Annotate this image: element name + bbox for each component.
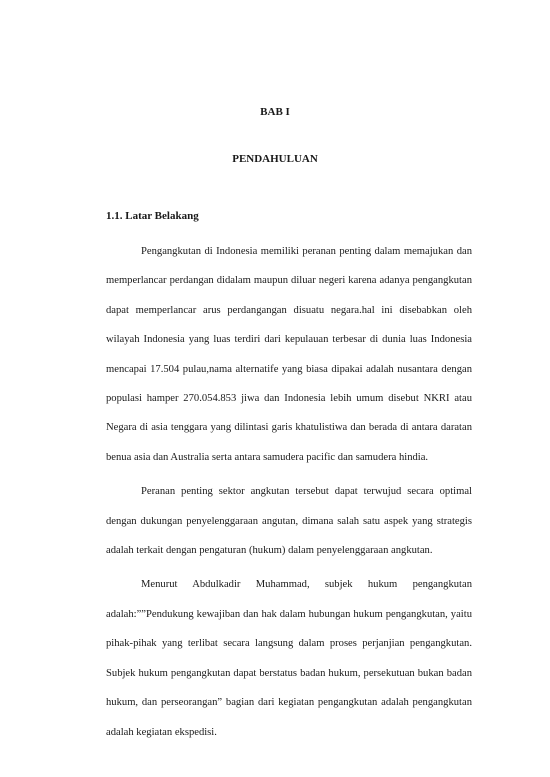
chapter-title: PENDAHULUAN <box>232 153 318 165</box>
paragraph: Menurut Abdulkadir Muhammad, subjek hukum pengangkutan adalah:””Pendukung kewajiban dan hak dalam hubungan hukum pengangkutan, yaitu pihak-pihak yang terlibat secara langsung dalam proses perjanjian pengangkutan. Subjek hukum pengangkutan dapat berstatus badan hukum, persekutuan bukan badan hukum, dan perseorangan” bagian dari kegiatan pengangkutan adalah pengangkutan adalah kegiatan ekspedisi. <box>106 579 472 738</box>
paragraph: Pengangkutan di Indonesia memiliki peranan penting dalam memajukan dan memperlancar perdangan didalam maupun diluar negeri karena adanya pengangkutan dapat memperlancar arus perdangangan disuatu negara.hal ini disebabkan oleh wilayah Indonesia yang luas terdiri dari kepulauan terbesar di dunia luas Indonesia mencapai 17.504 pulau,nama alternatife yang biasa dipakai adalah nusantara dengan populasi hamper 270.054.853 jiwa dan Indonesia lebih umum disebut NKRI atau Negara di asia tenggara yang dilintasi garis khatulistiwa dan berada di antara daratan benua asia dan Australia serta antara samudera pacific dan samudera hindia. <box>106 246 472 463</box>
section-heading: 1.1. Latar Belakang <box>106 210 199 222</box>
chapter-number: BAB I <box>260 106 290 118</box>
paragraph: Peranan penting sektor angkutan tersebut dapat terwujud secara optimal dengan dukungan penyelenggaraan angutan, dimana salah satu aspek yang strategis adalah terkait dengan pengaturan (hukum) dalam penyelenggaraan angkutan. <box>106 486 472 557</box>
body-text <box>106 237 472 752</box>
